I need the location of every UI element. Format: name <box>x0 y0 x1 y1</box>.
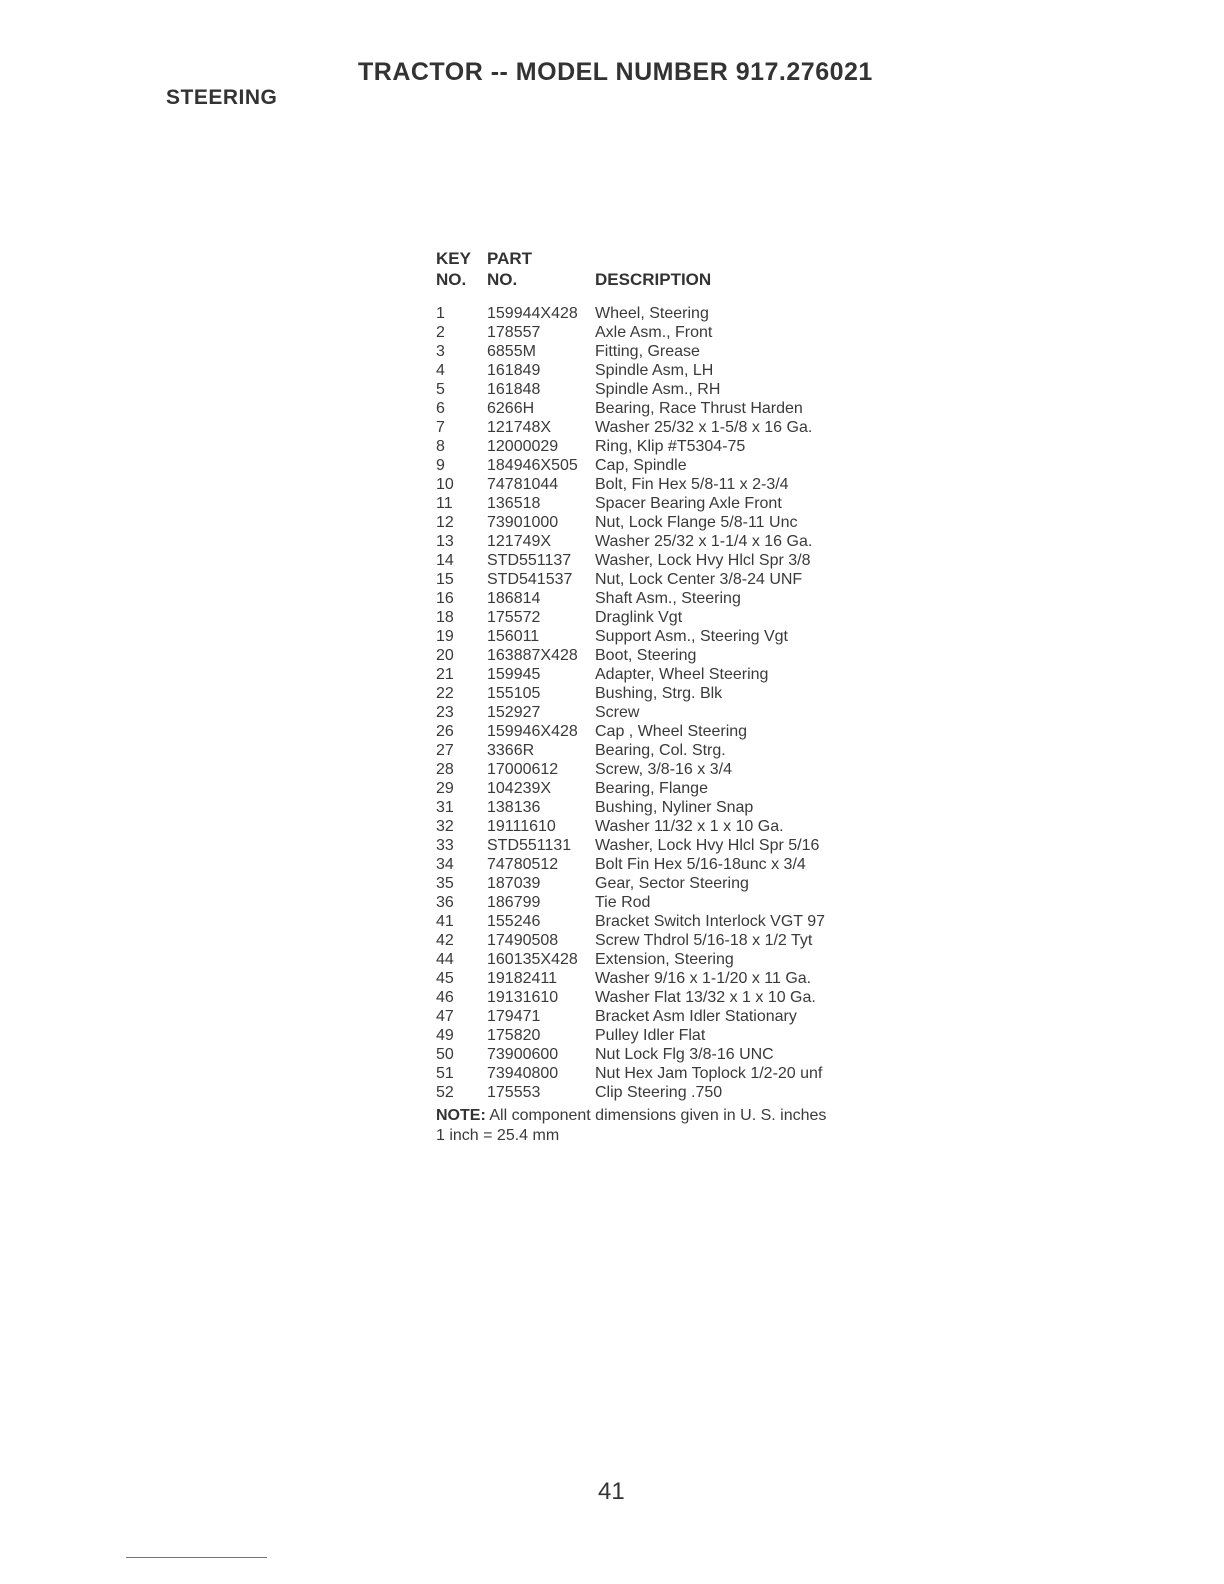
key-no-cell: 5 <box>436 381 445 398</box>
part-no-cell: 6855M <box>487 343 536 360</box>
key-no-cell: 7 <box>436 419 445 436</box>
key-no-cell: 16 <box>436 590 454 607</box>
description-cell: Bolt, Fin Hex 5/8-11 x 2-3/4 <box>595 476 789 493</box>
table-row <box>436 551 865 570</box>
part-no-cell: STD541537 <box>487 571 573 588</box>
part-no-cell: 73900600 <box>487 1046 559 1063</box>
description-cell: Axle Asm., Front <box>595 324 713 341</box>
description-cell: Draglink Vgt <box>595 609 683 626</box>
part-no-cell: 159944X428 <box>487 305 578 322</box>
table-row <box>436 779 865 798</box>
description-cell: Bracket Asm Idler Stationary <box>595 1008 797 1025</box>
table-row <box>436 304 865 323</box>
note-text: All component dimensions given in U. S. inches 1 inch = 25.4 mm <box>436 1107 827 1144</box>
part-no-cell: 160135X428 <box>487 951 578 968</box>
description-cell: Cap , Wheel Steering <box>595 723 748 740</box>
key-no-cell: 49 <box>436 1027 454 1044</box>
description-cell: Gear, Sector Steering <box>595 875 749 892</box>
key-no-cell: 19 <box>436 628 454 645</box>
footer-rule <box>126 1557 267 1558</box>
description-cell: Nut, Lock Flange 5/8-11 Unc <box>595 514 798 531</box>
note <box>436 1106 836 1146</box>
key-no-cell: 6 <box>436 400 445 417</box>
key-no-cell: 23 <box>436 704 454 721</box>
key-no-cell: 27 <box>436 742 454 759</box>
part-no-cell: 186814 <box>487 590 541 607</box>
table-row <box>436 323 865 342</box>
description-cell: Bearing, Col. Strg. <box>595 742 726 759</box>
table-row <box>436 418 865 437</box>
part-no-cell: 74780512 <box>487 856 559 873</box>
table-row <box>436 969 865 988</box>
part-no-cell: 121749X <box>487 533 552 550</box>
table-row <box>436 741 865 760</box>
table-row <box>436 608 865 627</box>
key-no-cell: 2 <box>436 324 445 341</box>
part-no-cell: 74781044 <box>487 476 559 493</box>
part-no-cell: 138136 <box>487 799 541 816</box>
key-no-cell: 42 <box>436 932 454 949</box>
part-no-cell: 155105 <box>487 685 541 702</box>
note-label: NOTE: <box>436 1107 486 1124</box>
table-row <box>436 570 865 589</box>
key-no-cell: 11 <box>436 495 453 512</box>
description-cell: Washer 9/16 x 1-1/20 x 11 Ga. <box>595 970 812 987</box>
description-cell: Washer 25/32 x 1-5/8 x 16 Ga. <box>595 419 813 436</box>
description-cell: Bolt Fin Hex 5/16-18unc x 3/4 <box>595 856 806 873</box>
table-row <box>436 399 865 418</box>
table-row <box>436 817 865 836</box>
header-part-line2: NO. <box>487 270 518 289</box>
part-no-cell: 136518 <box>487 495 541 512</box>
description-cell: Tie Rod <box>595 894 651 911</box>
description-cell: Cap, Spindle <box>595 457 687 474</box>
table-row <box>436 532 865 551</box>
section-title: STEERING <box>166 86 278 109</box>
description-cell: Spindle Asm, LH <box>595 362 714 379</box>
key-no-cell: 22 <box>436 685 454 702</box>
description-cell: Wheel, Steering <box>595 305 709 322</box>
part-no-cell: 175572 <box>487 609 541 626</box>
key-no-cell: 14 <box>436 552 454 569</box>
part-no-cell: 186799 <box>487 894 541 911</box>
table-row <box>436 722 865 741</box>
part-no-cell: STD551131 <box>487 837 572 854</box>
part-no-cell: 175553 <box>487 1084 541 1101</box>
part-no-cell: 6266H <box>487 400 535 417</box>
table-row <box>436 836 865 855</box>
table-row <box>436 988 865 1007</box>
description-cell: Nut Lock Flg 3/8-16 UNC <box>595 1046 774 1063</box>
table-row <box>436 1064 865 1083</box>
key-no-cell: 51 <box>436 1065 454 1082</box>
key-no-cell: 1 <box>436 305 445 322</box>
table-row <box>436 361 865 380</box>
key-no-cell: 32 <box>436 818 454 835</box>
key-no-cell: 50 <box>436 1046 454 1063</box>
key-no-cell: 45 <box>436 970 454 987</box>
part-no-cell: 73940800 <box>487 1065 559 1082</box>
description-cell: Screw, 3/8-16 x 3/4 <box>595 761 732 778</box>
key-no-cell: 28 <box>436 761 454 778</box>
table-row <box>436 855 865 874</box>
part-no-cell: 17000612 <box>487 761 559 778</box>
page-number: 41 <box>598 1478 625 1505</box>
description-cell: Spindle Asm., RH <box>595 381 721 398</box>
description-cell: Nut, Lock Center 3/8-24 UNF <box>595 571 803 588</box>
part-no-cell: STD551137 <box>487 552 572 569</box>
table-row <box>436 665 865 684</box>
part-no-cell: 161849 <box>487 362 541 379</box>
description-cell: Shaft Asm., Steering <box>595 590 741 607</box>
part-no-cell: 178557 <box>487 324 541 341</box>
key-no-cell: 44 <box>436 951 454 968</box>
table-row <box>436 950 865 969</box>
part-no-cell: 159946X428 <box>487 723 578 740</box>
part-no-cell: 19182411 <box>487 970 557 987</box>
part-no-cell: 179471 <box>487 1008 541 1025</box>
part-no-cell: 159945 <box>487 666 541 683</box>
key-no-cell: 31 <box>436 799 454 816</box>
description-cell: Pulley Idler Flat <box>595 1027 706 1044</box>
table-row <box>436 342 865 361</box>
part-no-cell: 121748X <box>487 419 552 436</box>
description-cell: Spacer Bearing Axle Front <box>595 495 782 512</box>
table-row <box>436 1007 865 1026</box>
table-row <box>436 1083 865 1102</box>
key-no-cell: 8 <box>436 438 445 455</box>
table-row <box>436 589 865 608</box>
part-no-cell: 19131610 <box>487 989 559 1006</box>
key-no-cell: 52 <box>436 1084 454 1101</box>
key-no-cell: 13 <box>436 533 454 550</box>
part-no-cell: 187039 <box>487 875 541 892</box>
part-no-cell: 156011 <box>487 628 540 645</box>
description-cell: Ring, Klip #T5304-75 <box>595 438 746 455</box>
key-no-cell: 12 <box>436 514 454 531</box>
description-cell: Bushing, Nyliner Snap <box>595 799 754 816</box>
key-no-cell: 15 <box>436 571 454 588</box>
header-part-line1: PART <box>487 249 533 268</box>
table-row <box>436 684 865 703</box>
description-cell: Adapter, Wheel Steering <box>595 666 769 683</box>
part-no-cell: 19111610 <box>487 818 556 835</box>
table-row <box>436 1045 865 1064</box>
header-key-line1: KEY <box>436 249 471 268</box>
description-cell: Washer, Lock Hvy Hlcl Spr 3/8 <box>595 552 811 569</box>
key-no-cell: 33 <box>436 837 454 854</box>
table-row <box>436 380 865 399</box>
key-no-cell: 47 <box>436 1008 454 1025</box>
table-row <box>436 513 865 532</box>
description-cell: Screw Thdrol 5/16-18 x 1/2 Tyt <box>595 932 813 949</box>
header-key-line2: NO. <box>436 270 467 289</box>
table-row <box>436 874 865 893</box>
description-cell: Boot, Steering <box>595 647 697 664</box>
part-no-cell: 152927 <box>487 704 541 721</box>
description-cell: Clip Steering .750 <box>595 1084 723 1101</box>
table-row <box>436 1026 865 1045</box>
table-row <box>436 798 865 817</box>
key-no-cell: 35 <box>436 875 454 892</box>
table-row <box>436 494 865 513</box>
table-row <box>436 475 865 494</box>
part-no-cell: 163887X428 <box>487 647 578 664</box>
description-cell: Washer 11/32 x 1 x 10 Ga. <box>595 818 784 835</box>
description-cell: Bearing, Flange <box>595 780 708 797</box>
description-cell: Bushing, Strg. Blk <box>595 685 723 702</box>
description-cell: Washer, Lock Hvy Hlcl Spr 5/16 <box>595 837 820 854</box>
part-no-cell: 73901000 <box>487 514 559 531</box>
description-cell: Nut Hex Jam Toplock 1/2-20 unf <box>595 1065 823 1082</box>
description-cell: Bearing, Race Thrust Harden <box>595 400 803 417</box>
part-no-cell: 12000029 <box>487 438 559 455</box>
key-no-cell: 20 <box>436 647 454 664</box>
page-header: TRACTOR -- MODEL NUMBER 917.276021 <box>358 58 873 86</box>
table-row <box>436 893 865 912</box>
table-row <box>436 437 865 456</box>
description-cell: Extension, Steering <box>595 951 734 968</box>
table-row <box>436 627 865 646</box>
parts-table <box>436 248 865 1102</box>
table-row <box>436 703 865 722</box>
table-row <box>436 931 865 950</box>
description-cell: Bracket Switch Interlock VGT 97 <box>595 913 826 930</box>
description-cell: Support Asm., Steering Vgt <box>595 628 788 645</box>
parts-table-body <box>436 304 865 1102</box>
key-no-cell: 10 <box>436 476 454 493</box>
description-cell: Screw <box>595 704 640 721</box>
part-no-cell: 3366R <box>487 742 535 759</box>
key-no-cell: 41 <box>436 913 454 930</box>
key-no-cell: 36 <box>436 894 454 911</box>
header-description: DESCRIPTION <box>595 270 712 289</box>
table-row <box>436 456 865 475</box>
key-no-cell: 34 <box>436 856 454 873</box>
key-no-cell: 46 <box>436 989 454 1006</box>
key-no-cell: 21 <box>436 666 454 683</box>
part-no-cell: 161848 <box>487 381 541 398</box>
part-no-cell: 104239X <box>487 780 552 797</box>
key-no-cell: 4 <box>436 362 445 379</box>
table-row <box>436 646 865 665</box>
part-no-cell: 155246 <box>487 913 541 930</box>
description-cell: Washer Flat 13/32 x 1 x 10 Ga. <box>595 989 816 1006</box>
part-no-cell: 175820 <box>487 1027 541 1044</box>
part-no-cell: 17490508 <box>487 932 559 949</box>
description-cell: Washer 25/32 x 1-1/4 x 16 Ga. <box>595 533 813 550</box>
part-no-cell: 184946X505 <box>487 457 578 474</box>
table-row <box>436 760 865 779</box>
key-no-cell: 26 <box>436 723 454 740</box>
table-row <box>436 912 865 931</box>
key-no-cell: 18 <box>436 609 454 626</box>
description-cell: Fitting, Grease <box>595 343 700 360</box>
key-no-cell: 29 <box>436 780 454 797</box>
key-no-cell: 3 <box>436 343 445 360</box>
key-no-cell: 9 <box>436 457 445 474</box>
